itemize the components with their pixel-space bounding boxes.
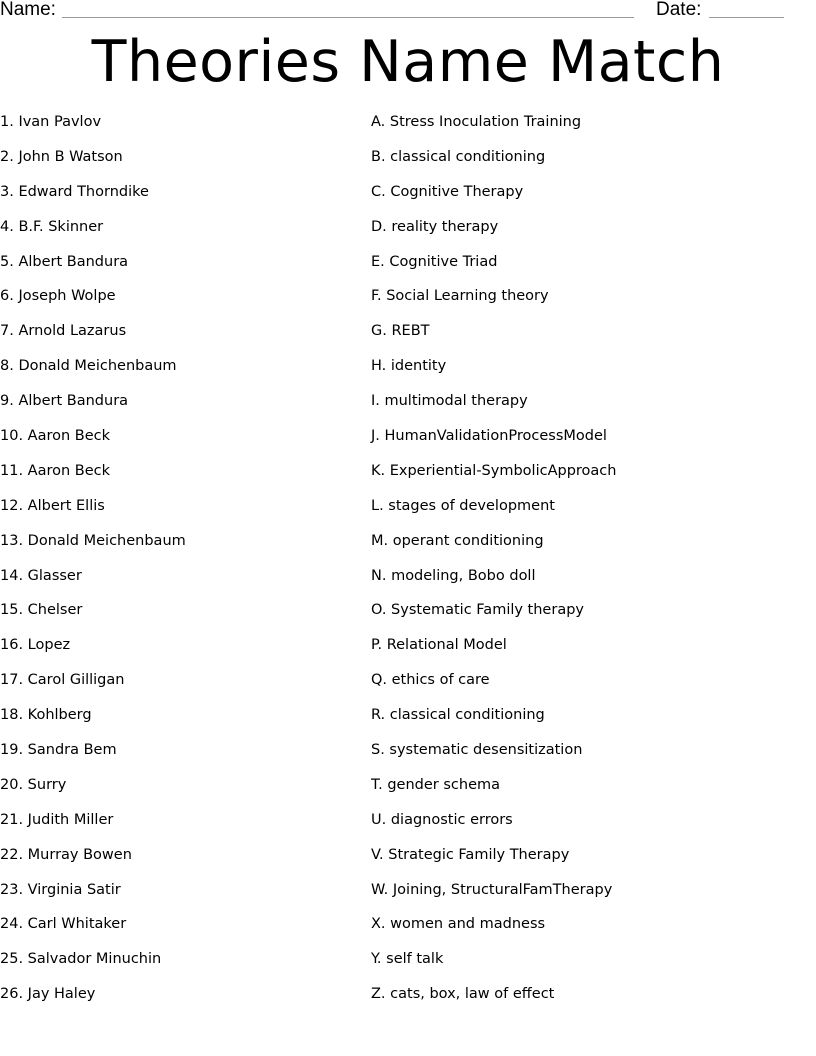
name-item: 16. Lopez: [0, 637, 71, 654]
answer-item: E. Cognitive Triad: [371, 253, 498, 270]
name-item: 26. Jay Haley: [0, 986, 96, 1003]
answer-item: Q. ethics of care: [371, 672, 490, 689]
answer-item: W. Joining, StructuralFamTherapy: [371, 881, 613, 898]
name-item: 23. Virginia Satir: [0, 881, 121, 898]
answer-item: C. Cognitive Therapy: [371, 183, 524, 200]
name-item: 11. Aaron Beck: [0, 462, 111, 479]
answer-item: P. Relational Model: [371, 637, 507, 654]
answer-item: N. modeling, Bobo doll: [371, 567, 536, 584]
name-item: 17. Carol Gilligan: [0, 672, 125, 689]
answer-item: S. systematic desensitization: [371, 742, 583, 759]
answer-item: Y. self talk: [371, 951, 444, 968]
name-item: 1. Ivan Pavlov: [0, 114, 102, 130]
name-item: 25. Salvador Minuchin: [0, 951, 162, 968]
answer-item: A. Stress Inoculation Training: [371, 114, 582, 130]
answer-item: M. operant conditioning: [371, 532, 544, 549]
name-item: 19. Sandra Bem: [0, 742, 117, 759]
name-blank-line: [62, 17, 634, 18]
answer-item: L. stages of development: [371, 497, 555, 514]
answer-item: F. Social Learning theory: [371, 288, 549, 305]
name-item: 3. Edward Thorndike: [0, 183, 149, 200]
name-item: 6. Joseph Wolpe: [0, 288, 116, 305]
name-item: 5. Albert Bandura: [0, 253, 129, 270]
answer-item: B. classical conditioning: [371, 148, 546, 165]
answer-item: Z. cats, box, law of effect: [371, 986, 555, 1003]
answer-item: I. multimodal therapy: [371, 393, 528, 410]
answer-item: O. Systematic Family therapy: [371, 602, 584, 619]
header: [0, 0, 816, 24]
answer-item: D. reality therapy: [371, 218, 499, 235]
answer-item: G. REBT: [371, 323, 430, 340]
name-item: 10. Aaron Beck: [0, 428, 111, 445]
date-blank-line: [709, 17, 784, 18]
answer-item: U. diagnostic errors: [371, 811, 513, 828]
answer-item: J. HumanValidationProcessModel: [371, 428, 607, 445]
name-label: Name:: [0, 0, 56, 20]
page-title: Theories Name Match: [91, 29, 725, 95]
name-item: 15. Chelser: [0, 602, 83, 619]
answer-item: X. women and madness: [371, 916, 546, 933]
name-item: 2. John B Watson: [0, 148, 123, 165]
name-item: 13. Donald Meichenbaum: [0, 532, 186, 549]
name-item: 22. Murray Bowen: [0, 846, 132, 863]
name-item: 9. Albert Bandura: [0, 393, 129, 410]
answer-item: K. Experiential-SymbolicApproach: [371, 462, 617, 479]
name-item: 8. Donald Meichenbaum: [0, 358, 177, 375]
answer-item: V. Strategic Family Therapy: [371, 846, 570, 863]
name-item: 14. Glasser: [0, 567, 82, 584]
answers-column: [371, 105, 616, 1012]
name-item: 21. Judith Miller: [0, 811, 114, 828]
name-item: 18. Kohlberg: [0, 707, 92, 724]
name-item: 7. Arnold Lazarus: [0, 323, 127, 340]
name-item: 20. Surry: [0, 776, 67, 793]
name-item: 24. Carl Whitaker: [0, 916, 127, 933]
date-label: Date:: [656, 0, 702, 20]
answer-item: R. classical conditioning: [371, 707, 545, 724]
name-item: 12. Albert Ellis: [0, 497, 105, 514]
names-column: [0, 105, 186, 1012]
name-item: 4. B.F. Skinner: [0, 218, 104, 235]
answer-item: T. gender schema: [371, 776, 501, 793]
answer-item: H. identity: [371, 358, 447, 375]
